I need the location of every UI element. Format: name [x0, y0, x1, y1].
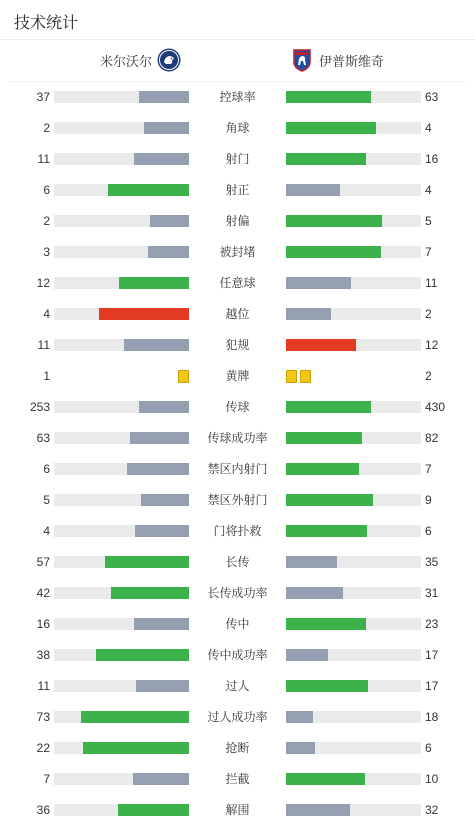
stat-label: 过人	[225, 679, 250, 693]
away-stat-value: 9	[425, 493, 432, 507]
home-bar-fill	[96, 649, 189, 661]
home-stat-value: 2	[43, 214, 50, 228]
away-stat-value: 82	[425, 431, 439, 445]
home-bar-fill	[119, 277, 189, 289]
away-stat-value: 4	[425, 183, 432, 197]
away-bar-fill	[286, 153, 366, 165]
home-bar-track	[54, 215, 189, 227]
stat-row	[0, 547, 475, 578]
away-team-name: 伊普斯维奇	[319, 53, 385, 69]
home-bar-track	[54, 91, 189, 103]
away-bar-track	[286, 277, 421, 289]
away-stat-value: 6	[425, 741, 432, 755]
away-stat-value: 2	[425, 369, 432, 383]
home-bar-fill	[139, 91, 189, 103]
stat-label: 任意球	[219, 276, 256, 290]
home-bar-track	[54, 339, 189, 351]
home-bar-fill	[83, 742, 189, 754]
home-stat-value: 22	[36, 741, 50, 755]
home-bar-fill	[99, 308, 189, 320]
away-bar-fill	[286, 556, 337, 568]
home-bar-track	[54, 401, 189, 413]
home-bar-fill	[135, 525, 189, 537]
away-bar-track	[286, 246, 421, 258]
home-bar-fill	[148, 246, 189, 258]
home-bar-track	[54, 680, 189, 692]
stat-row	[0, 516, 475, 547]
stat-label: 角球	[225, 121, 250, 135]
home-stat-value: 38	[36, 648, 50, 662]
away-bar-track	[286, 153, 421, 165]
away-stat-value: 4	[425, 121, 432, 135]
away-stat-value: 63	[425, 90, 439, 104]
home-bar-fill	[134, 153, 189, 165]
stat-row	[0, 392, 475, 423]
stat-label: 门将扑救	[213, 524, 262, 538]
home-stat-value: 11	[37, 152, 50, 166]
stat-row	[0, 454, 475, 485]
home-bar-track	[54, 587, 189, 599]
away-stat-value: 5	[425, 214, 432, 228]
stat-row	[0, 609, 475, 640]
home-stat-value: 42	[36, 586, 50, 600]
away-bar-fill	[286, 711, 313, 723]
stat-row	[0, 175, 475, 206]
home-stat-value: 2	[43, 121, 50, 135]
away-stat-value: 7	[425, 245, 432, 259]
home-bar-track	[54, 711, 189, 723]
stat-label: 禁区内射门	[207, 462, 268, 476]
away-bar-fill	[286, 432, 362, 444]
away-bar-track	[286, 215, 421, 227]
stat-label: 传中	[225, 617, 250, 631]
home-team[interactable]	[100, 48, 181, 72]
stat-label: 射门	[225, 152, 250, 166]
home-bar-track	[54, 153, 189, 165]
millwall-lion-badge-icon	[157, 48, 181, 72]
stat-label: 传球	[225, 400, 250, 414]
home-stat-value: 4	[43, 307, 50, 321]
stat-row	[0, 640, 475, 671]
home-stat-value: 5	[43, 493, 50, 507]
home-bar-track	[54, 463, 189, 475]
home-bar-track	[54, 432, 189, 444]
page-title: 技术统计	[14, 15, 79, 32]
home-stat-value: 16	[36, 617, 50, 631]
home-stat-value: 3	[43, 245, 50, 259]
away-bar-track	[286, 463, 421, 475]
stat-row	[0, 237, 475, 268]
away-stat-value: 32	[425, 803, 439, 817]
away-bar-fill	[286, 618, 366, 630]
stat-row	[0, 82, 475, 113]
home-bar-track	[54, 525, 189, 537]
home-stat-value: 57	[36, 555, 50, 569]
away-bar-fill	[286, 122, 376, 134]
home-bar-fill	[108, 184, 189, 196]
away-bar-fill	[286, 401, 371, 413]
home-bar-track	[54, 277, 189, 289]
away-bar-track	[286, 711, 421, 723]
home-stat-value: 1	[43, 369, 50, 383]
away-stat-value: 16	[425, 152, 439, 166]
home-bar-fill	[139, 401, 189, 413]
stat-label: 被封堵	[219, 245, 256, 259]
away-bar-fill	[286, 215, 382, 227]
home-bar-fill	[144, 122, 189, 134]
home-bar-fill	[130, 432, 189, 444]
home-bar-track	[54, 773, 189, 785]
away-bar-track	[286, 401, 421, 413]
home-bar-fill	[134, 618, 189, 630]
away-bar-track	[286, 184, 421, 196]
stats-header	[0, 0, 475, 40]
away-bar-fill	[286, 246, 381, 258]
stat-row	[0, 206, 475, 237]
home-bar-track	[54, 308, 189, 320]
stat-label: 射正	[225, 183, 250, 197]
away-stat-value: 7	[425, 462, 432, 476]
yellow-card-icon	[300, 370, 311, 383]
stat-row	[0, 299, 475, 330]
away-bar-track	[286, 587, 421, 599]
home-stat-value: 12	[36, 276, 50, 290]
away-bar-track	[286, 525, 421, 537]
away-bar-fill	[286, 742, 315, 754]
stat-row	[0, 733, 475, 764]
home-bar-fill	[118, 804, 189, 816]
away-bar-fill	[286, 339, 356, 351]
stat-label: 禁区外射门	[207, 493, 268, 507]
stat-label: 传中成功率	[207, 648, 268, 662]
away-bar-track	[286, 339, 421, 351]
yellow-card-icon	[178, 370, 189, 383]
away-cards	[286, 370, 311, 383]
away-stat-value: 6	[425, 524, 432, 538]
home-stat-value: 11	[37, 679, 50, 693]
away-bar-fill	[286, 91, 371, 103]
home-bar-track	[54, 184, 189, 196]
away-bar-fill	[286, 804, 350, 816]
away-bar-track	[286, 773, 421, 785]
home-bar-fill	[124, 339, 189, 351]
stats-list	[0, 82, 475, 826]
stat-label: 长传	[225, 555, 250, 569]
home-bar-fill	[127, 463, 189, 475]
away-stat-value: 31	[425, 586, 439, 600]
yellow-card-icon	[286, 370, 297, 383]
away-stat-value: 2	[425, 307, 432, 321]
home-stat-value: 36	[36, 803, 50, 817]
away-bar-fill	[286, 277, 351, 289]
home-bar-fill	[81, 711, 189, 723]
away-stat-value: 23	[425, 617, 439, 631]
stat-label: 传球成功率	[207, 431, 268, 445]
away-bar-track	[286, 122, 421, 134]
away-bar-track	[286, 432, 421, 444]
away-bar-fill	[286, 773, 365, 785]
stat-row	[0, 361, 475, 392]
home-bar-track	[54, 804, 189, 816]
home-team-name: 米尔沃尔	[99, 53, 152, 69]
away-stat-value: 11	[425, 276, 438, 290]
home-bar-track	[54, 494, 189, 506]
home-bar-track	[54, 742, 189, 754]
stat-row	[0, 578, 475, 609]
home-stat-value: 11	[37, 338, 50, 352]
stat-label: 长传成功率	[207, 586, 268, 600]
teams-bar	[10, 40, 465, 82]
away-bar-fill	[286, 649, 328, 661]
home-stat-value: 7	[43, 772, 50, 786]
away-bar-track	[286, 649, 421, 661]
home-stat-value: 6	[43, 462, 50, 476]
home-bar-fill	[105, 556, 189, 568]
away-stat-value: 10	[425, 772, 439, 786]
away-bar-fill	[286, 184, 340, 196]
stat-row	[0, 702, 475, 733]
stat-label: 越位	[225, 307, 250, 321]
away-bar-fill	[286, 680, 368, 692]
away-bar-track	[286, 680, 421, 692]
away-stat-value: 430	[425, 400, 446, 414]
home-stat-value: 253	[29, 400, 50, 414]
away-bar-track	[286, 618, 421, 630]
away-bar-track	[286, 308, 421, 320]
stat-label: 犯规	[225, 338, 250, 352]
stat-row	[0, 671, 475, 702]
away-bar-fill	[286, 308, 331, 320]
stat-row	[0, 268, 475, 299]
stat-row	[0, 330, 475, 361]
home-bar-fill	[150, 215, 189, 227]
stat-label: 控球率	[219, 90, 256, 104]
ipswich-horse-crest-icon	[290, 48, 314, 72]
away-stat-value: 12	[425, 338, 439, 352]
away-bar-track	[286, 742, 421, 754]
away-bar-fill	[286, 494, 373, 506]
home-stat-value: 6	[43, 183, 50, 197]
home-stat-value: 73	[36, 710, 50, 724]
home-bar-track	[54, 556, 189, 568]
away-bar-track	[286, 804, 421, 816]
home-bar-fill	[141, 494, 189, 506]
home-bar-fill	[136, 680, 189, 692]
home-bar-track	[54, 649, 189, 661]
away-bar-track	[286, 91, 421, 103]
away-bar-track	[286, 494, 421, 506]
stat-row	[0, 113, 475, 144]
home-bar-track	[54, 618, 189, 630]
home-bar-track	[54, 246, 189, 258]
home-bar-fill	[111, 587, 189, 599]
home-cards	[178, 370, 189, 383]
away-bar-fill	[286, 587, 343, 599]
stat-label: 拦截	[225, 772, 250, 786]
away-stat-value: 35	[425, 555, 439, 569]
home-stat-value: 63	[36, 431, 50, 445]
home-bar-track	[54, 122, 189, 134]
away-stat-value: 18	[425, 710, 439, 724]
away-bar-fill	[286, 463, 359, 475]
away-bar-fill	[286, 525, 367, 537]
away-stat-value: 17	[425, 648, 439, 662]
stat-row	[0, 423, 475, 454]
stat-label: 解围	[225, 803, 250, 817]
away-team[interactable]	[290, 48, 384, 72]
stat-label: 过人成功率	[207, 710, 268, 724]
stat-row	[0, 485, 475, 516]
stat-label: 射偏	[225, 214, 250, 228]
stat-row	[0, 795, 475, 826]
away-bar-track	[286, 556, 421, 568]
home-stat-value: 37	[36, 90, 50, 104]
home-bar-fill	[133, 773, 189, 785]
stat-label: 黄牌	[225, 369, 250, 383]
away-stat-value: 17	[425, 679, 439, 693]
stat-row	[0, 144, 475, 175]
stat-label: 抢断	[225, 741, 250, 755]
home-stat-value: 4	[43, 524, 50, 538]
stat-row	[0, 764, 475, 795]
